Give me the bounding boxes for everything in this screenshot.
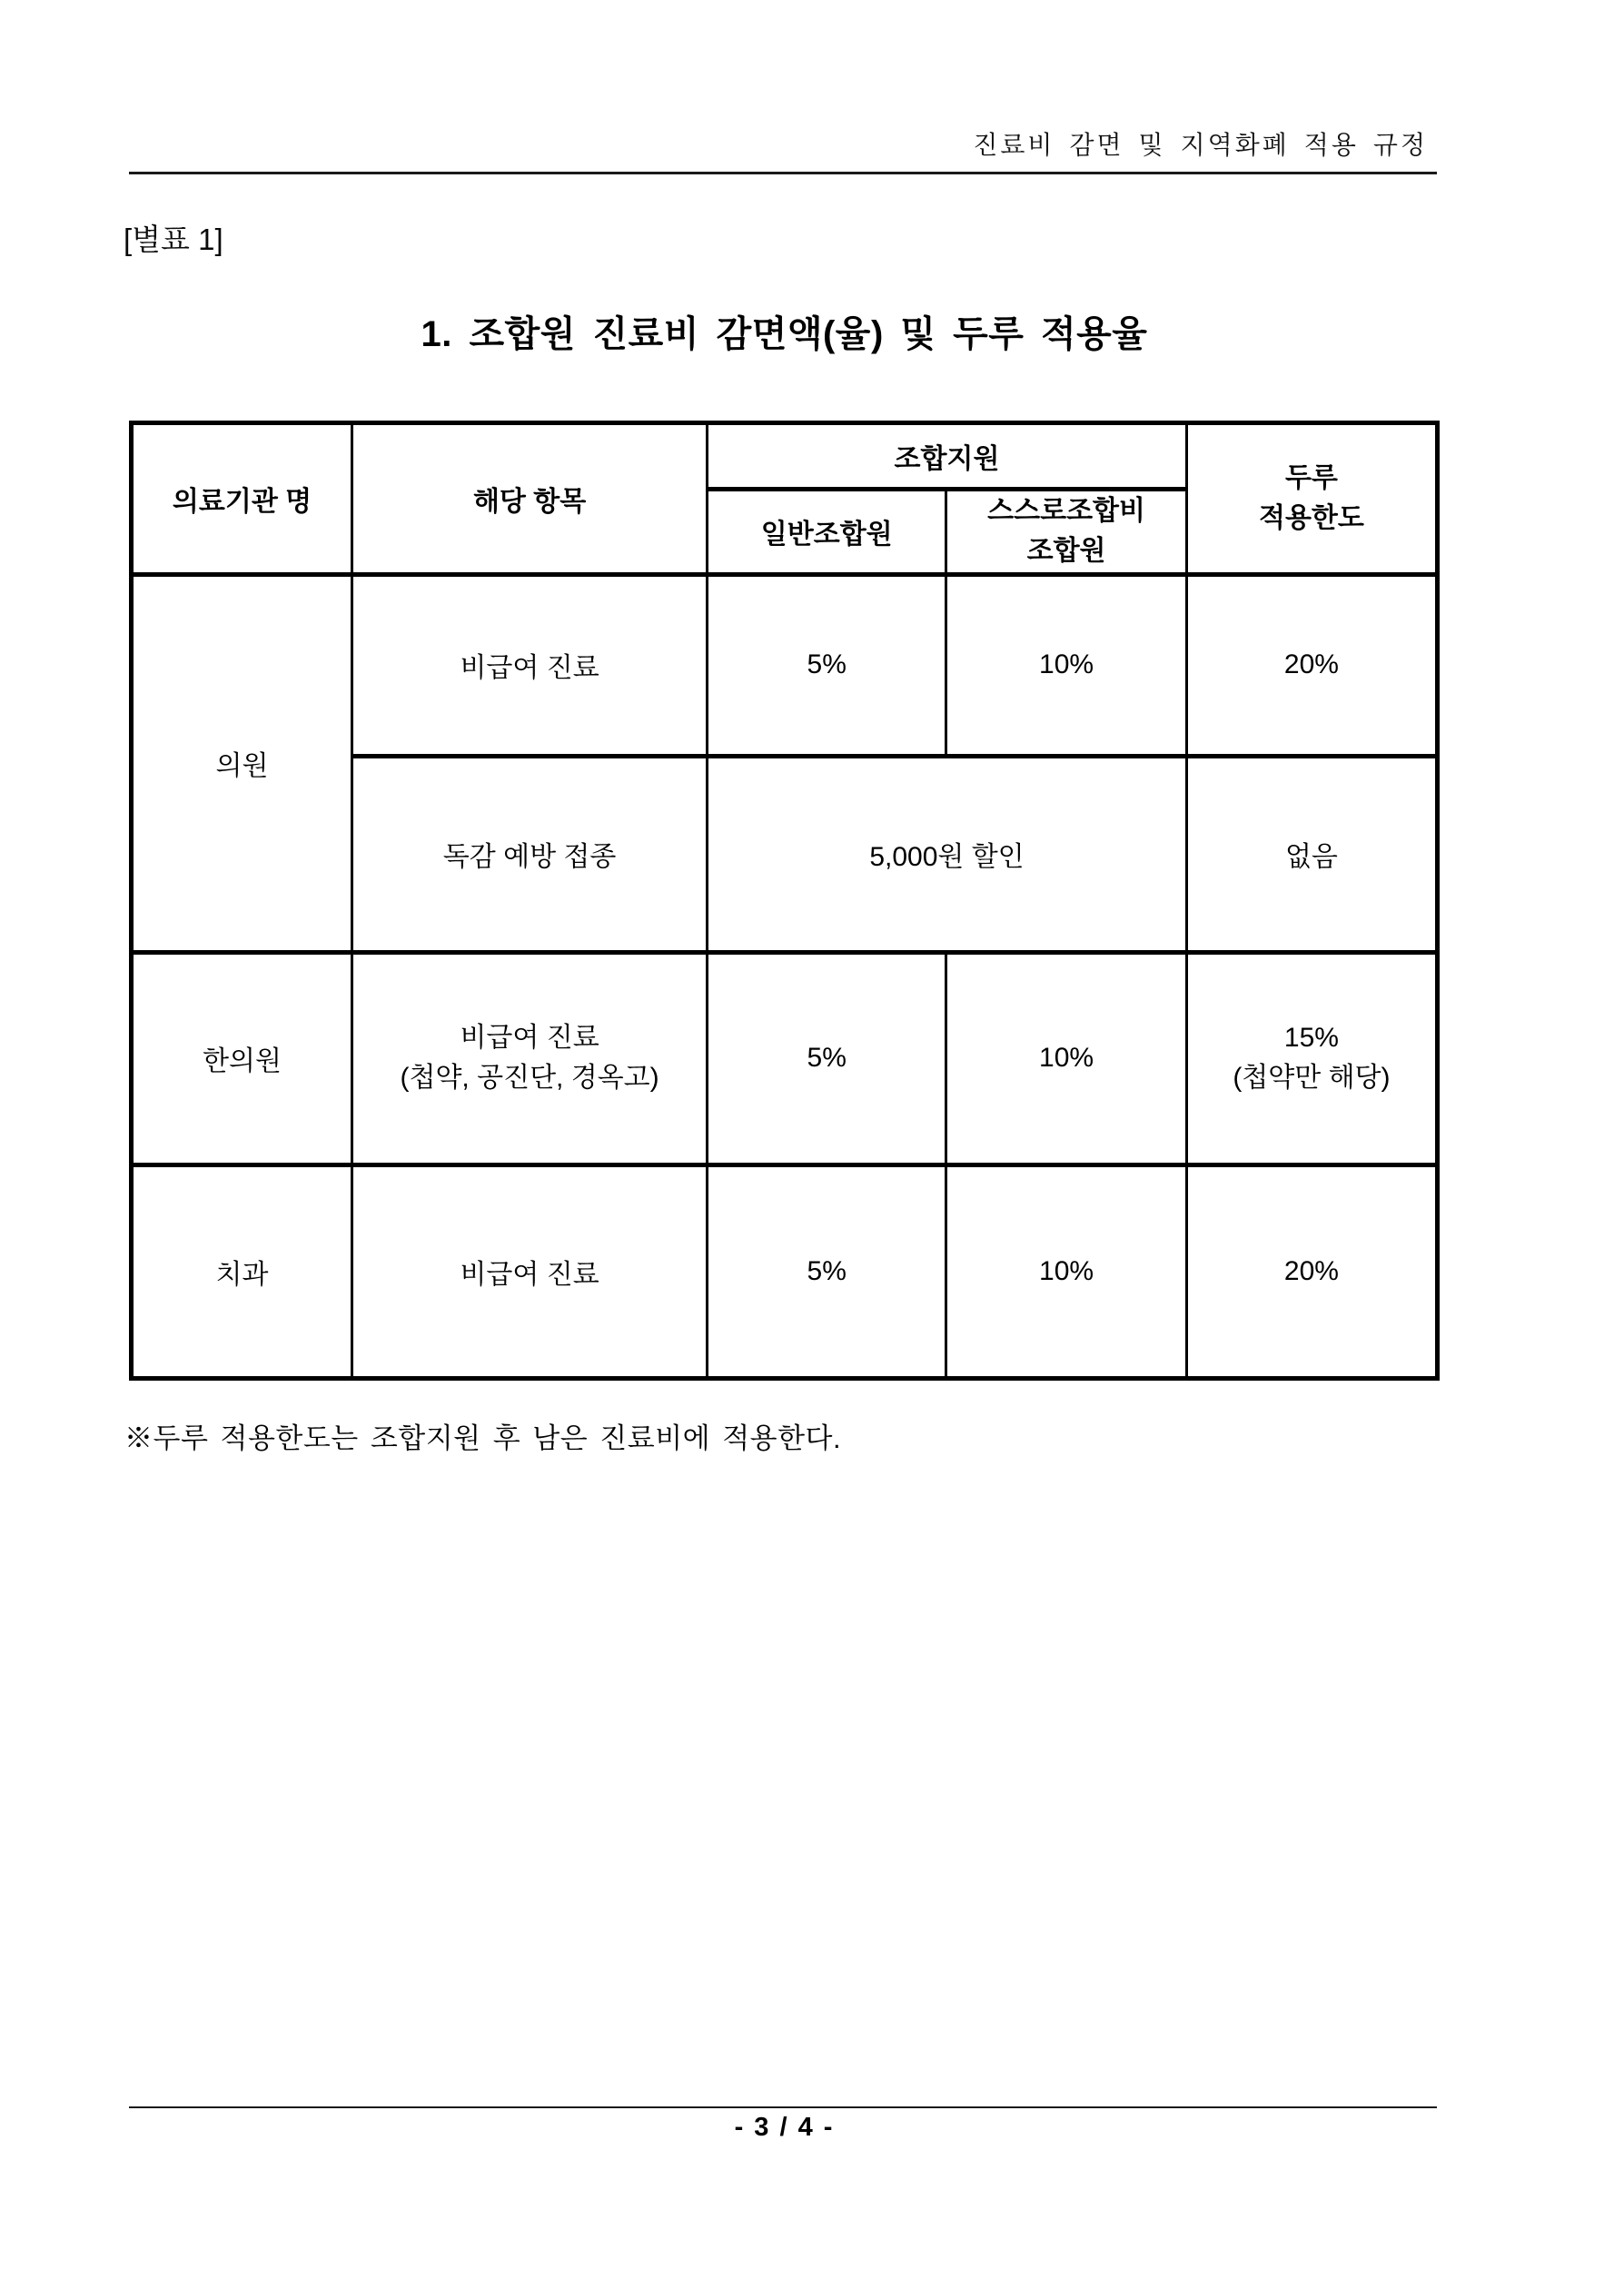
- cell-item-nonreimbursed-care: 비급여 진료: [352, 574, 708, 756]
- cell-institution-korean-medicine: 한의원: [132, 952, 352, 1164]
- footnote: ※두루 적용한도는 조합지원 후 남은 진료비에 적용한다.: [124, 1422, 842, 1454]
- cell-general-rate: 5%: [708, 952, 946, 1164]
- table-row-clinic-nonreimbursed: [132, 574, 1438, 756]
- cell-duru-limit: 20%: [1186, 1164, 1437, 1378]
- cell-item-herbal-line2: (첩약, 공진단, 경옥고): [400, 1063, 659, 1094]
- col-header-duru-limit: [1186, 423, 1437, 575]
- cell-institution-dental: 치과: [132, 1164, 352, 1378]
- header-rule: [129, 172, 1437, 174]
- cell-duru-limit-herbal-line2: (첩약만 해당): [1233, 1063, 1391, 1094]
- cell-self-rate: 10%: [946, 1164, 1187, 1378]
- cell-item-nonreimbursed-care: 비급여 진료: [352, 1164, 708, 1378]
- cell-item-herbal-line1: 비급여 진료: [460, 1022, 599, 1053]
- table-row-korean-medicine: [132, 952, 1438, 1164]
- cell-institution-clinic: 의원: [132, 574, 352, 952]
- col-header-duru-limit-line2: 적용한도: [1258, 502, 1364, 533]
- cell-item-nonreimbursed-herbal: [352, 952, 708, 1164]
- col-header-institution: 의료기관 명: [132, 423, 352, 575]
- col-header-item: 해당 항목: [352, 423, 708, 575]
- cell-general-rate: 5%: [708, 1164, 946, 1378]
- cell-duru-limit-none: 없음: [1186, 756, 1437, 952]
- table-header-row-top: [132, 423, 1438, 490]
- cell-self-rate: 10%: [946, 574, 1187, 756]
- table-row-dental: [132, 1164, 1438, 1378]
- document-title: 1. 조합원 진료비 감면액(율) 및 두루 적용율: [421, 314, 1148, 354]
- col-header-general-member: 일반조합원: [708, 490, 946, 575]
- cell-duru-limit: 20%: [1186, 574, 1437, 756]
- reduction-rate-table: [129, 421, 1440, 1381]
- cell-item-flu-vaccination: 독감 예방 접종: [352, 756, 708, 952]
- cell-duru-limit-herbal-line1: 15%: [1283, 1022, 1339, 1053]
- cell-support-merged-discount: 5,000원 할인: [708, 756, 1187, 952]
- cell-general-rate: 5%: [708, 574, 946, 756]
- col-header-self-fee-member: [946, 490, 1187, 575]
- running-header-title: 진료비 감면 및 지역화폐 적용 규정: [973, 132, 1428, 160]
- cell-duru-limit-herbal: [1186, 952, 1437, 1164]
- cell-self-rate: 10%: [946, 952, 1187, 1164]
- annex-label: [별표 1]: [124, 223, 223, 256]
- col-header-duru-limit-line1: 두루: [1284, 462, 1338, 493]
- col-header-support-group: 조합지원: [708, 423, 1187, 490]
- col-header-self-fee-member-line1: 스스로조합비: [987, 496, 1146, 526]
- col-header-self-fee-member-line2: 조합원: [1026, 536, 1106, 567]
- footer-rule: [129, 2106, 1437, 2108]
- page-number: - 3 / 4 -: [734, 2113, 835, 2142]
